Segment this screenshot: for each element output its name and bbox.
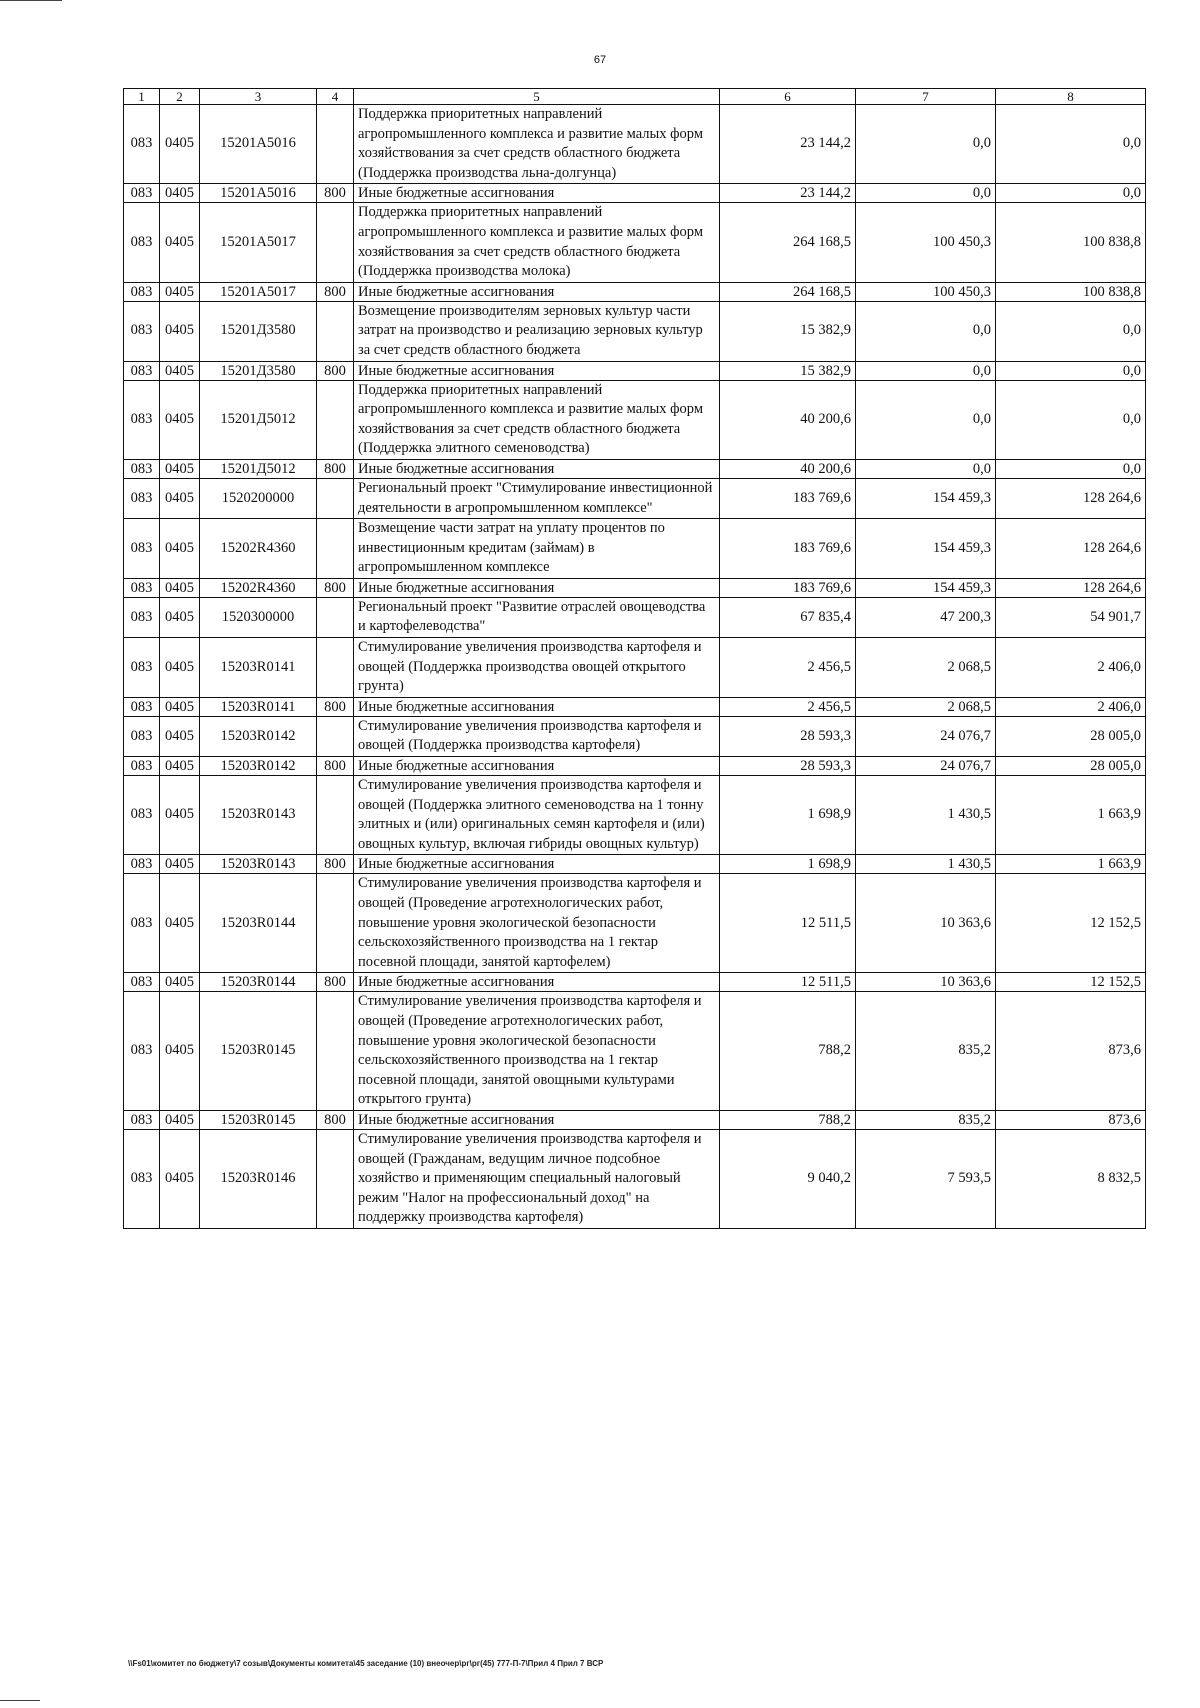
expense-type-cell — [317, 380, 354, 459]
section-code-cell: 0405 — [160, 776, 200, 855]
amount-year3-cell: 28 005,0 — [996, 757, 1146, 776]
ministry-code-cell: 083 — [124, 301, 160, 361]
ministry-code-cell: 083 — [124, 716, 160, 756]
description-cell: Иные бюджетные ассигнования — [354, 184, 720, 203]
amount-year3-cell: 100 838,8 — [996, 203, 1146, 282]
ministry-code-cell: 083 — [124, 184, 160, 203]
table-row — [124, 361, 1146, 380]
amount-year3-cell: 873,6 — [996, 1110, 1146, 1129]
target-article-cell: 15201Д5012 — [200, 380, 317, 459]
amount-year1-cell: 23 144,2 — [720, 184, 856, 203]
description-cell: Иные бюджетные ассигнования — [354, 1110, 720, 1129]
expense-type-cell: 800 — [317, 757, 354, 776]
amount-year2-cell: 0,0 — [856, 184, 996, 203]
expense-type-cell — [317, 992, 354, 1111]
ministry-code-cell: 083 — [124, 105, 160, 184]
amount-year2-cell: 100 450,3 — [856, 282, 996, 301]
amount-year3-cell: 128 264,6 — [996, 578, 1146, 597]
expense-type-cell: 800 — [317, 855, 354, 874]
table-row — [124, 105, 1146, 184]
amount-year2-cell: 7 593,5 — [856, 1129, 996, 1228]
expense-type-cell — [317, 478, 354, 518]
section-code-cell: 0405 — [160, 638, 200, 698]
amount-year3-cell: 2 406,0 — [996, 697, 1146, 716]
table-row — [124, 638, 1146, 698]
ministry-code-cell: 083 — [124, 1110, 160, 1129]
ministry-code-cell: 083 — [124, 697, 160, 716]
description-cell: Стимулирование увеличения производства картофеля и овощей (Поддержка производства овощей открытого грунта) — [354, 638, 720, 698]
target-article-cell: 15203R0146 — [200, 1129, 317, 1228]
amount-year3-cell: 128 264,6 — [996, 478, 1146, 518]
expense-type-cell: 800 — [317, 578, 354, 597]
table-row — [124, 716, 1146, 756]
table-row — [124, 301, 1146, 361]
amount-year1-cell: 2 456,5 — [720, 697, 856, 716]
target-article-cell: 1520200000 — [200, 478, 317, 518]
description-cell: Стимулирование увеличения производства картофеля и овощей (Проведение агротехнологических работ, повышение уровня экологической безопасности сельскохозяйственного производства на 1 гектар посевной площади, занятой овощными культурами открытого грунта) — [354, 992, 720, 1111]
amount-year1-cell: 12 511,5 — [720, 874, 856, 973]
amount-year3-cell: 2 406,0 — [996, 638, 1146, 698]
section-code-cell: 0405 — [160, 1129, 200, 1228]
target-article-cell: 1520300000 — [200, 597, 317, 637]
section-code-cell: 0405 — [160, 973, 200, 992]
ministry-code-cell: 083 — [124, 578, 160, 597]
section-code-cell: 0405 — [160, 478, 200, 518]
column-header: 1 — [124, 89, 160, 105]
target-article-cell: 15201A5017 — [200, 203, 317, 282]
description-cell: Поддержка приоритетных направлений агропромышленного комплекса и развитие малых форм хозяйствования за счет средств областного бюджета (Поддержка производства льна-долгунца) — [354, 105, 720, 184]
amount-year1-cell: 1 698,9 — [720, 855, 856, 874]
amount-year2-cell: 1 430,5 — [856, 776, 996, 855]
amount-year1-cell: 9 040,2 — [720, 1129, 856, 1228]
file-path-footer: \\Fs01\комитет по бюджету\7 созыв\Документы комитета\45 заседание (10) внеочер\рг\рг(45) 777-П-7\Прил 4 Прил 7 ВСР — [128, 1659, 604, 1668]
amount-year1-cell: 67 835,4 — [720, 597, 856, 637]
target-article-cell: 15203R0143 — [200, 855, 317, 874]
section-code-cell: 0405 — [160, 757, 200, 776]
column-header: 7 — [856, 89, 996, 105]
target-article-cell: 15201Д3580 — [200, 301, 317, 361]
amount-year1-cell: 788,2 — [720, 1110, 856, 1129]
description-cell: Иные бюджетные ассигнования — [354, 757, 720, 776]
page-number: 67 — [593, 54, 607, 66]
amount-year2-cell: 0,0 — [856, 380, 996, 459]
amount-year2-cell: 0,0 — [856, 459, 996, 478]
target-article-cell: 15202R4360 — [200, 519, 317, 579]
amount-year3-cell: 128 264,6 — [996, 519, 1146, 579]
target-article-cell: 15201A5016 — [200, 184, 317, 203]
ministry-code-cell: 083 — [124, 380, 160, 459]
table-row — [124, 992, 1146, 1111]
table-row — [124, 697, 1146, 716]
expense-type-cell: 800 — [317, 973, 354, 992]
table-row — [124, 973, 1146, 992]
table-row — [124, 597, 1146, 637]
amount-year3-cell: 0,0 — [996, 105, 1146, 184]
amount-year3-cell: 0,0 — [996, 184, 1146, 203]
amount-year2-cell: 154 459,3 — [856, 578, 996, 597]
section-code-cell: 0405 — [160, 380, 200, 459]
section-code-cell: 0405 — [160, 105, 200, 184]
amount-year3-cell: 28 005,0 — [996, 716, 1146, 756]
description-cell: Региональный проект "Стимулирование инвестиционной деятельности в агропромышленном комплексе" — [354, 478, 720, 518]
amount-year2-cell: 10 363,6 — [856, 973, 996, 992]
target-article-cell: 15203R0145 — [200, 992, 317, 1111]
ministry-code-cell: 083 — [124, 519, 160, 579]
table-row — [124, 519, 1146, 579]
scan-artifact-line — [0, 1700, 40, 1701]
description-cell: Возмещение производителям зерновых культур части затрат на производство и реализацию зерновых культур за счет средств областного бюджета — [354, 301, 720, 361]
amount-year1-cell: 12 511,5 — [720, 973, 856, 992]
column-header: 2 — [160, 89, 200, 105]
expense-type-cell — [317, 716, 354, 756]
section-code-cell: 0405 — [160, 282, 200, 301]
table-row — [124, 776, 1146, 855]
column-header: 4 — [317, 89, 354, 105]
expense-type-cell — [317, 874, 354, 973]
expense-type-cell — [317, 519, 354, 579]
ministry-code-cell: 083 — [124, 478, 160, 518]
expense-type-cell: 800 — [317, 1110, 354, 1129]
amount-year3-cell: 100 838,8 — [996, 282, 1146, 301]
amount-year3-cell: 873,6 — [996, 992, 1146, 1111]
ministry-code-cell: 083 — [124, 1129, 160, 1228]
column-header: 5 — [354, 89, 720, 105]
target-article-cell: 15203R0145 — [200, 1110, 317, 1129]
table-body — [124, 105, 1146, 1229]
table-row — [124, 1110, 1146, 1129]
ministry-code-cell: 083 — [124, 638, 160, 698]
ministry-code-cell: 083 — [124, 874, 160, 973]
description-cell: Иные бюджетные ассигнования — [354, 578, 720, 597]
amount-year3-cell: 12 152,5 — [996, 973, 1146, 992]
description-cell: Поддержка приоритетных направлений агропромышленного комплекса и развитие малых форм хозяйствования за счет средств областного бюджета (Поддержка производства молока) — [354, 203, 720, 282]
amount-year2-cell: 154 459,3 — [856, 519, 996, 579]
description-cell: Поддержка приоритетных направлений агропромышленного комплекса и развитие малых форм хозяйствования за счет средств областного бюджета (Поддержка элитного семеноводства) — [354, 380, 720, 459]
column-header: 8 — [996, 89, 1146, 105]
expense-type-cell — [317, 105, 354, 184]
section-code-cell: 0405 — [160, 519, 200, 579]
expense-type-cell: 800 — [317, 282, 354, 301]
section-code-cell: 0405 — [160, 874, 200, 973]
amount-year3-cell: 54 901,7 — [996, 597, 1146, 637]
section-code-cell: 0405 — [160, 1110, 200, 1129]
description-cell: Иные бюджетные ассигнования — [354, 855, 720, 874]
amount-year3-cell: 0,0 — [996, 459, 1146, 478]
ministry-code-cell: 083 — [124, 992, 160, 1111]
target-article-cell: 15203R0144 — [200, 973, 317, 992]
amount-year3-cell: 8 832,5 — [996, 1129, 1146, 1228]
section-code-cell: 0405 — [160, 992, 200, 1111]
amount-year1-cell: 23 144,2 — [720, 105, 856, 184]
ministry-code-cell: 083 — [124, 855, 160, 874]
ministry-code-cell: 083 — [124, 973, 160, 992]
amount-year2-cell: 835,2 — [856, 1110, 996, 1129]
amount-year1-cell: 183 769,6 — [720, 478, 856, 518]
amount-year2-cell: 0,0 — [856, 301, 996, 361]
table-row — [124, 1129, 1146, 1228]
section-code-cell: 0405 — [160, 301, 200, 361]
target-article-cell: 15203R0142 — [200, 716, 317, 756]
amount-year3-cell: 0,0 — [996, 301, 1146, 361]
section-code-cell: 0405 — [160, 597, 200, 637]
ministry-code-cell: 083 — [124, 203, 160, 282]
section-code-cell: 0405 — [160, 716, 200, 756]
expense-type-cell — [317, 776, 354, 855]
amount-year3-cell: 0,0 — [996, 361, 1146, 380]
target-article-cell: 15201Д5012 — [200, 459, 317, 478]
amount-year1-cell: 15 382,9 — [720, 301, 856, 361]
amount-year2-cell: 0,0 — [856, 361, 996, 380]
expense-type-cell: 800 — [317, 184, 354, 203]
section-code-cell: 0405 — [160, 855, 200, 874]
amount-year2-cell: 154 459,3 — [856, 478, 996, 518]
target-article-cell: 15203R0141 — [200, 638, 317, 698]
table-row — [124, 459, 1146, 478]
ministry-code-cell: 083 — [124, 776, 160, 855]
amount-year2-cell: 24 076,7 — [856, 757, 996, 776]
amount-year3-cell: 12 152,5 — [996, 874, 1146, 973]
ministry-code-cell: 083 — [124, 757, 160, 776]
amount-year1-cell: 28 593,3 — [720, 716, 856, 756]
table-row — [124, 282, 1146, 301]
scan-artifact-line — [0, 0, 62, 1]
description-cell: Региональный проект "Развитие отраслей овощеводства и картофелеводства" — [354, 597, 720, 637]
table-row — [124, 380, 1146, 459]
table-row — [124, 203, 1146, 282]
amount-year2-cell: 1 430,5 — [856, 855, 996, 874]
target-article-cell: 15201Д3580 — [200, 361, 317, 380]
section-code-cell: 0405 — [160, 203, 200, 282]
description-cell: Стимулирование увеличения производства картофеля и овощей (Проведение агротехнологических работ, повышение уровня экологической безопасности сельскохозяйственного производства на 1 гектар посевной площади, занятой картофелем) — [354, 874, 720, 973]
description-cell: Стимулирование увеличения производства картофеля и овощей (Поддержка производства картофеля) — [354, 716, 720, 756]
section-code-cell: 0405 — [160, 697, 200, 716]
amount-year1-cell: 183 769,6 — [720, 519, 856, 579]
amount-year1-cell: 40 200,6 — [720, 380, 856, 459]
expense-type-cell — [317, 301, 354, 361]
table-row — [124, 184, 1146, 203]
amount-year1-cell: 788,2 — [720, 992, 856, 1111]
table-row — [124, 478, 1146, 518]
amount-year2-cell: 2 068,5 — [856, 638, 996, 698]
amount-year1-cell: 264 168,5 — [720, 203, 856, 282]
amount-year3-cell: 1 663,9 — [996, 855, 1146, 874]
budget-table — [123, 88, 1146, 1229]
description-cell: Иные бюджетные ассигнования — [354, 697, 720, 716]
amount-year1-cell: 28 593,3 — [720, 757, 856, 776]
description-cell: Стимулирование увеличения производства картофеля и овощей (Гражданам, ведущим личное подсобное хозяйство и применяющим специальный налоговый режим "Налог на профессиональный доход" на поддержку производства картофеля) — [354, 1129, 720, 1228]
target-article-cell: 15203R0143 — [200, 776, 317, 855]
amount-year2-cell: 835,2 — [856, 992, 996, 1111]
section-code-cell: 0405 — [160, 459, 200, 478]
section-code-cell: 0405 — [160, 184, 200, 203]
amount-year1-cell: 40 200,6 — [720, 459, 856, 478]
table-row — [124, 757, 1146, 776]
description-cell: Иные бюджетные ассигнования — [354, 973, 720, 992]
column-number-row — [124, 89, 1146, 105]
table-row — [124, 855, 1146, 874]
amount-year1-cell: 1 698,9 — [720, 776, 856, 855]
section-code-cell: 0405 — [160, 361, 200, 380]
amount-year1-cell: 183 769,6 — [720, 578, 856, 597]
ministry-code-cell: 083 — [124, 597, 160, 637]
expense-type-cell — [317, 597, 354, 637]
target-article-cell: 15201A5016 — [200, 105, 317, 184]
amount-year1-cell: 15 382,9 — [720, 361, 856, 380]
amount-year2-cell: 47 200,3 — [856, 597, 996, 637]
section-code-cell: 0405 — [160, 578, 200, 597]
description-cell: Иные бюджетные ассигнования — [354, 459, 720, 478]
amount-year1-cell: 264 168,5 — [720, 282, 856, 301]
table-row — [124, 578, 1146, 597]
expense-type-cell — [317, 638, 354, 698]
column-header: 6 — [720, 89, 856, 105]
amount-year2-cell: 24 076,7 — [856, 716, 996, 756]
column-header: 3 — [200, 89, 317, 105]
target-article-cell: 15203R0141 — [200, 697, 317, 716]
target-article-cell: 15202R4360 — [200, 578, 317, 597]
expense-type-cell: 800 — [317, 361, 354, 380]
table-row — [124, 874, 1146, 973]
amount-year3-cell: 1 663,9 — [996, 776, 1146, 855]
expense-type-cell: 800 — [317, 697, 354, 716]
amount-year3-cell: 0,0 — [996, 380, 1146, 459]
expense-type-cell — [317, 203, 354, 282]
ministry-code-cell: 083 — [124, 282, 160, 301]
description-cell: Иные бюджетные ассигнования — [354, 282, 720, 301]
description-cell: Стимулирование увеличения производства картофеля и овощей (Поддержка элитного семеноводства на 1 тонну элитных и (или) оригинальных семян картофеля и (или) овощных культур, включая гибриды овощных культур) — [354, 776, 720, 855]
amount-year2-cell: 2 068,5 — [856, 697, 996, 716]
ministry-code-cell: 083 — [124, 459, 160, 478]
expense-type-cell — [317, 1129, 354, 1228]
ministry-code-cell: 083 — [124, 361, 160, 380]
target-article-cell: 15203R0142 — [200, 757, 317, 776]
amount-year1-cell: 2 456,5 — [720, 638, 856, 698]
expense-type-cell: 800 — [317, 459, 354, 478]
description-cell: Иные бюджетные ассигнования — [354, 361, 720, 380]
amount-year2-cell: 100 450,3 — [856, 203, 996, 282]
description-cell: Возмещение части затрат на уплату процентов по инвестиционным кредитам (займам) в агропромышленном комплексе — [354, 519, 720, 579]
amount-year2-cell: 10 363,6 — [856, 874, 996, 973]
target-article-cell: 15201A5017 — [200, 282, 317, 301]
amount-year2-cell: 0,0 — [856, 105, 996, 184]
target-article-cell: 15203R0144 — [200, 874, 317, 973]
